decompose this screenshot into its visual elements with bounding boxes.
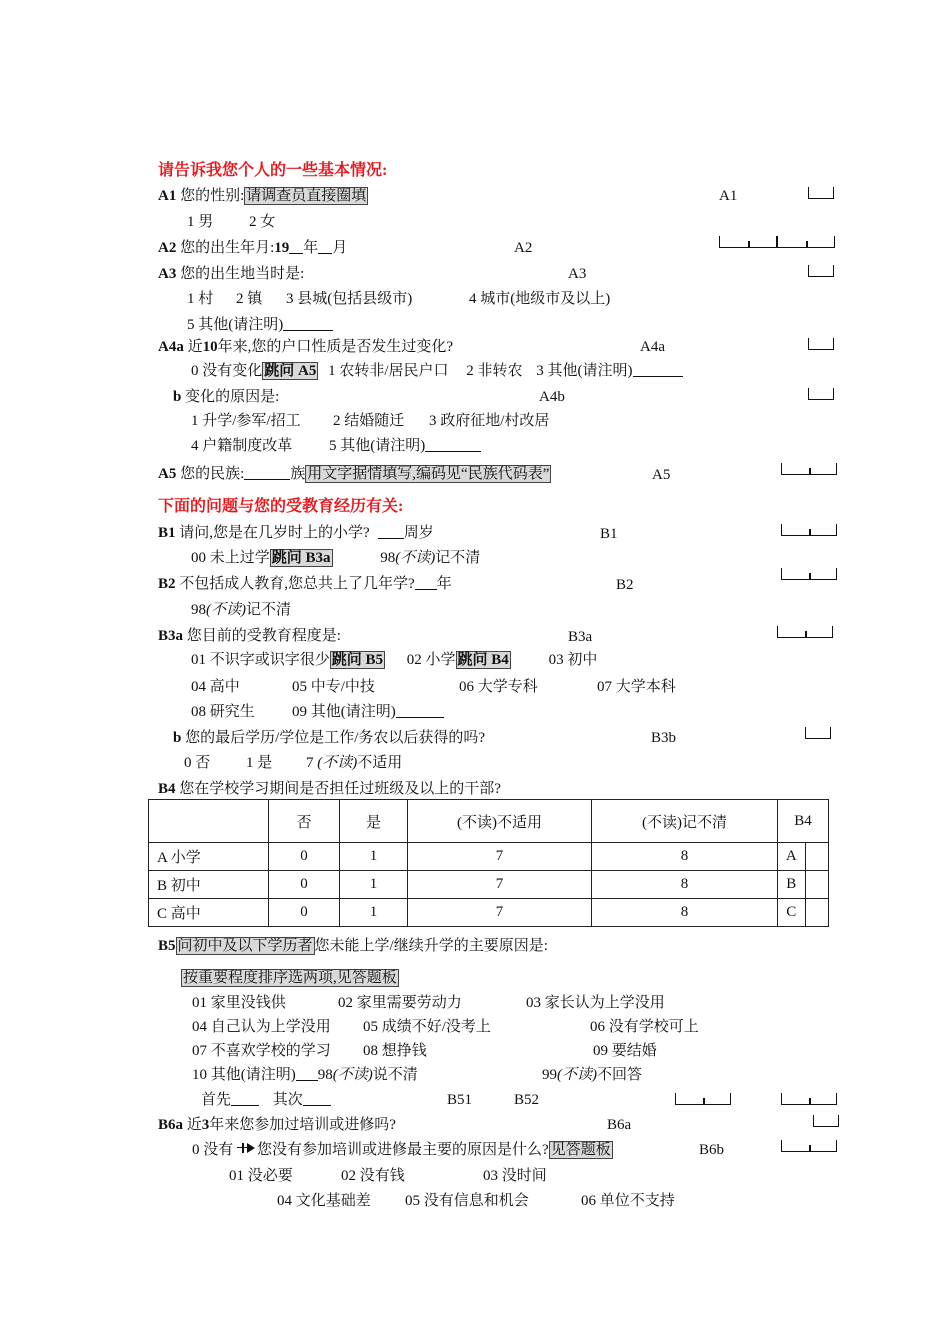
b5-ranking-row (201, 1091, 331, 1109)
question-text: 您的出生地当时是: (180, 266, 305, 282)
answer-box-b6b[interactable] (781, 1140, 837, 1152)
years-count: 3 (201, 1117, 210, 1133)
question-b4 (158, 780, 501, 798)
option-bachelor[interactable]: 07 大学本科 (597, 679, 676, 695)
option-no-money[interactable]: 02 没有钱 (341, 1168, 405, 1184)
option-self-useless[interactable]: 04 自己认为上学没用 (192, 1019, 331, 1035)
b1-options-row (191, 549, 480, 567)
question-text-rest: 年来,您的户口性质是否发生过变化? (217, 339, 454, 355)
other-blank[interactable] (633, 362, 683, 377)
question-b2 (158, 575, 452, 593)
option-no[interactable]: 0 没有 (192, 1142, 234, 1158)
option-never-attended[interactable]: 00 未上过学 (191, 550, 270, 566)
option-dislike-school[interactable]: 07 不喜欢学校的学习 (192, 1043, 331, 1059)
answer-box-a4a[interactable] (808, 338, 834, 350)
instruction-note: 按重要程度排序选两项,见答题板 (183, 970, 397, 986)
table-row (149, 899, 829, 927)
row-code: A (778, 843, 806, 871)
question-number: B3a (158, 628, 184, 644)
question-text-rest: 年来您参加过培训或进修吗? (209, 1117, 396, 1133)
option-other[interactable]: 10 其他(请注明) (192, 1067, 296, 1083)
option-label: 不适用 (357, 755, 403, 771)
cell-na[interactable]: 7 (408, 899, 592, 927)
option-code: 98 (380, 550, 396, 566)
question-text: 您的出生年月: (180, 240, 275, 256)
dont-read-note: (不读) (206, 602, 246, 618)
option-graduate[interactable]: 08 研究生 (191, 704, 255, 720)
skip-note: 跳问 B5 (331, 652, 384, 668)
answer-box-a2-year[interactable] (719, 236, 777, 248)
year-unit: 年 (303, 240, 319, 256)
question-a2 (158, 239, 347, 257)
cell-dk[interactable]: 8 (592, 871, 778, 899)
other-blank[interactable] (296, 1066, 318, 1081)
cell-na[interactable]: 7 (408, 843, 592, 871)
answer-box-b2[interactable] (781, 568, 837, 580)
header-cell: (不读)不适用 (408, 800, 592, 843)
option-other[interactable] (187, 316, 333, 334)
interviewer-note: 问初中及以下学历者 (177, 938, 313, 954)
option-parents-useless[interactable]: 03 家长认为上学没用 (526, 995, 665, 1011)
answer-box-a3[interactable] (808, 265, 834, 277)
option-unnecessary[interactable]: 01 没必要 (229, 1168, 293, 1184)
question-b1 (158, 524, 434, 542)
age-blank[interactable] (378, 524, 404, 539)
question-a4b (173, 388, 279, 406)
question-a5 (158, 465, 551, 483)
option-other-label: 5 其他(请注明) (187, 317, 284, 333)
first-blank[interactable] (231, 1091, 259, 1106)
question-text: 不包括成人教育,您总共上了几年学? (179, 576, 415, 592)
cell-no[interactable]: 0 (269, 899, 340, 927)
option-employer-unsupportive[interactable]: 06 单位不支持 (581, 1193, 675, 1209)
question-b5 (158, 937, 548, 955)
skip-note: 跳问 A5 (264, 363, 317, 379)
question-text: 近 (186, 1117, 202, 1133)
years-unit: 年 (436, 576, 452, 592)
option-vocational[interactable]: 05 中专/中技 (292, 679, 375, 695)
answer-box-b3b[interactable] (805, 727, 831, 739)
other-blank[interactable] (425, 437, 481, 452)
cell-yes[interactable]: 1 (340, 843, 408, 871)
answer-cell[interactable] (805, 843, 828, 871)
question-number: b (173, 389, 182, 405)
ethnicity-unit: 族 (290, 466, 306, 482)
option-no[interactable]: 0 否 (184, 755, 211, 771)
cell-yes[interactable]: 1 (340, 899, 408, 927)
b6-no-row (192, 1141, 613, 1159)
answer-box-b3a[interactable] (777, 626, 833, 638)
option-label: 说不清 (372, 1067, 418, 1083)
question-number: B5 (158, 938, 176, 954)
option-no-money[interactable]: 01 家里没钱供 (192, 995, 286, 1011)
dont-read-note: (不读) (557, 1067, 597, 1083)
answer-cell[interactable] (805, 871, 828, 899)
question-number: B4 (158, 781, 176, 797)
header-cell: B4 (778, 800, 829, 843)
question-number: A4a (158, 339, 184, 355)
option-land-expropriation[interactable]: 3 政府征地/村改居 (429, 413, 550, 429)
skip-note: 跳问 B3a (271, 550, 331, 566)
question-text: 您未能上学/继续升学的主要原因是: (314, 938, 548, 954)
question-number: A3 (158, 266, 177, 282)
b5-instruction (181, 969, 399, 987)
question-a4a (158, 338, 453, 356)
option-label: 记不清 (246, 602, 292, 618)
answer-cell[interactable] (805, 899, 828, 927)
interviewer-note: 请调查员直接圈填 (246, 188, 367, 204)
cell-yes[interactable]: 1 (340, 871, 408, 899)
question-number: A2 (158, 240, 177, 256)
option-other-label: 5 其他(请注明) (329, 438, 426, 454)
option-code: 98 (317, 1067, 333, 1083)
code-label-a5: A5 (652, 467, 671, 483)
years-count: 10 (202, 339, 218, 355)
option-no-time[interactable]: 03 没时间 (483, 1168, 547, 1184)
code-label-b2: B2 (616, 577, 634, 593)
question-number: B1 (158, 525, 176, 541)
interviewer-note: 用文字据情填写,编码见“民族代码表” (307, 466, 550, 482)
code-label-b6b: B6b (699, 1142, 725, 1158)
first-label: 首先 (201, 1092, 232, 1108)
row-code: C (778, 899, 806, 927)
question-number: b (173, 730, 182, 746)
row-label: B 初中 (149, 871, 269, 899)
header-cell: 是 (340, 800, 408, 843)
section-title-education: 下面的问题与您的受教育经历有关: (158, 498, 404, 515)
question-number: B6a (158, 1117, 184, 1133)
skip-note: 跳问 B4 (457, 652, 509, 668)
section-title-basic-info: 请告诉我您个人的一些基本情况: (158, 162, 388, 179)
age-unit: 周岁 (403, 525, 434, 541)
option-other[interactable] (292, 703, 444, 721)
option-county[interactable]: 3 县城(包括县级市) (286, 291, 413, 307)
interviewer-note: 见答题板 (550, 1142, 611, 1158)
skip-arrow-icon (237, 1143, 257, 1153)
dont-read-note: (不读) (395, 550, 436, 566)
option-no-school[interactable]: 06 没有学校可上 (590, 1019, 699, 1035)
row-label: A 小学 (149, 843, 269, 871)
month-blank[interactable] (318, 239, 332, 254)
option-code: 99 (542, 1067, 557, 1083)
cell-na[interactable]: 7 (408, 871, 592, 899)
answer-box-b51[interactable] (675, 1093, 731, 1105)
option-label: 不回答 (597, 1067, 643, 1083)
question-text: 您的性别: (180, 188, 245, 204)
option-male[interactable]: 1 男 (187, 214, 214, 230)
month-unit: 月 (332, 240, 348, 256)
other-blank[interactable] (396, 703, 444, 718)
option-dont-remember[interactable] (380, 550, 480, 566)
question-b3b (173, 729, 485, 747)
option-yes[interactable]: 1 是 (246, 755, 273, 771)
code-label-a2: A2 (514, 240, 533, 256)
question-text: 您的民族: (180, 466, 245, 482)
option-other[interactable]: 3 其他(请注明) (536, 363, 633, 379)
table-row (149, 843, 829, 871)
option-village[interactable]: 1 村 (187, 291, 214, 307)
option-rural-to-urban[interactable]: 1 农转非/居民户口 (328, 363, 449, 379)
option-junior-high[interactable]: 03 初中 (548, 652, 598, 668)
answer-box-b52[interactable] (781, 1093, 837, 1105)
years-blank[interactable] (415, 575, 437, 590)
option-need-labor[interactable]: 02 家里需要劳动力 (338, 995, 462, 1011)
question-a1 (158, 187, 368, 205)
cell-dk[interactable]: 8 (592, 899, 778, 927)
option-no-change[interactable]: 0 没有变化 (191, 363, 263, 379)
question-number: A1 (158, 188, 177, 204)
option-code: 98 (191, 602, 206, 618)
option-illiterate[interactable]: 01 不识字或识字很少 (191, 652, 330, 668)
code-label-b6a: B6a (607, 1117, 632, 1133)
option-no-answer[interactable] (542, 1066, 642, 1084)
option-hukou-reform[interactable]: 4 户籍制度改革 (191, 438, 293, 454)
question-a3 (158, 265, 304, 283)
header-cell: (不读)记不清 (592, 800, 778, 843)
option-marriage[interactable]: 2 结婚随迁 (333, 413, 405, 429)
question-b3a (158, 627, 341, 645)
option-code: 7 (306, 755, 314, 771)
answer-box-b1[interactable] (781, 524, 837, 536)
option-label: 记不清 (435, 550, 481, 566)
option-dont-remember[interactable] (191, 601, 291, 619)
dont-read-note: (不读) (332, 1067, 373, 1083)
code-label-a3: A3 (568, 266, 587, 282)
option-earn-money[interactable]: 08 想挣钱 (363, 1043, 427, 1059)
a4a-options-row (191, 362, 683, 380)
question-b6b-text: 您没有参加培训或进修最主要的原因是什么? (257, 1142, 549, 1158)
code-label-a1: A1 (719, 188, 738, 204)
code-label-a4b: A4b (539, 389, 565, 405)
option-senior-high[interactable]: 04 高中 (191, 679, 240, 695)
option-no-information[interactable]: 05 没有信息和机会 (405, 1193, 529, 1209)
b5-options-row4 (192, 1066, 418, 1084)
cell-no[interactable]: 0 (269, 871, 340, 899)
option-town[interactable]: 2 镇 (236, 291, 263, 307)
option-unclear[interactable] (318, 1067, 418, 1083)
question-b6a (158, 1116, 396, 1134)
code-label-b51: B51 (447, 1092, 473, 1108)
option-urban-to-rural[interactable]: 2 非转农 (466, 363, 523, 379)
dont-read-note: (不读) (317, 755, 358, 771)
ethnicity-blank[interactable] (244, 465, 290, 480)
second-blank[interactable] (303, 1091, 331, 1106)
question-text: 您在学校学习期间是否担任过班级及以上的干部? (179, 781, 501, 797)
option-college[interactable]: 06 大学专科 (459, 679, 538, 695)
question-text: 您的最后学历/学位是工作/务农以后获得的吗? (185, 730, 486, 746)
option-primary[interactable]: 02 小学 (406, 652, 456, 668)
option-education-army[interactable]: 1 升学/参军/招工 (191, 413, 301, 429)
b4-table (148, 799, 829, 927)
option-city[interactable]: 4 城市(地级市及以上) (469, 291, 611, 307)
row-label: C 高中 (149, 899, 269, 927)
cell-no[interactable]: 0 (269, 843, 340, 871)
table-row (149, 871, 829, 899)
cell-dk[interactable]: 8 (592, 843, 778, 871)
table-header-row (149, 800, 829, 843)
option-marriage[interactable]: 09 要结婚 (593, 1043, 657, 1059)
header-cell: 否 (269, 800, 340, 843)
question-text: 您目前的受教育程度是: (186, 628, 341, 644)
option-poor-foundation[interactable]: 04 文化基础差 (277, 1193, 371, 1209)
question-text: 近 (187, 339, 203, 355)
second-label: 其次 (272, 1092, 303, 1108)
answer-box-a4b[interactable] (808, 388, 834, 400)
year-blank[interactable] (289, 239, 303, 254)
header-cell (149, 800, 269, 843)
option-poor-grades[interactable]: 05 成绩不好/没考上 (363, 1019, 491, 1035)
option-female[interactable]: 2 女 (249, 214, 276, 230)
answer-box-a2-month[interactable] (777, 236, 835, 248)
question-number: B2 (158, 576, 176, 592)
option-other-label: 09 其他(请注明) (292, 704, 396, 720)
answer-box-a5[interactable] (781, 463, 837, 475)
row-code: B (778, 871, 806, 899)
question-text: 变化的原因是: (185, 389, 280, 405)
option-other[interactable] (329, 437, 481, 455)
question-number: A5 (158, 466, 177, 482)
code-label-b3b: B3b (651, 730, 677, 746)
code-label-b1: B1 (600, 526, 618, 542)
b3a-options-row1 (191, 651, 597, 669)
year-prefix: 19 (274, 240, 290, 256)
other-blank[interactable] (283, 316, 333, 331)
code-label-b52: B52 (514, 1092, 540, 1108)
option-not-applicable[interactable] (306, 754, 402, 772)
question-text: 请问,您是在几岁时上的小学? (179, 525, 370, 541)
answer-box-b6a[interactable] (813, 1115, 839, 1127)
code-label-b3a: B3a (568, 629, 593, 645)
answer-box-a1[interactable] (808, 187, 834, 199)
code-label-a4a: A4a (640, 339, 665, 355)
